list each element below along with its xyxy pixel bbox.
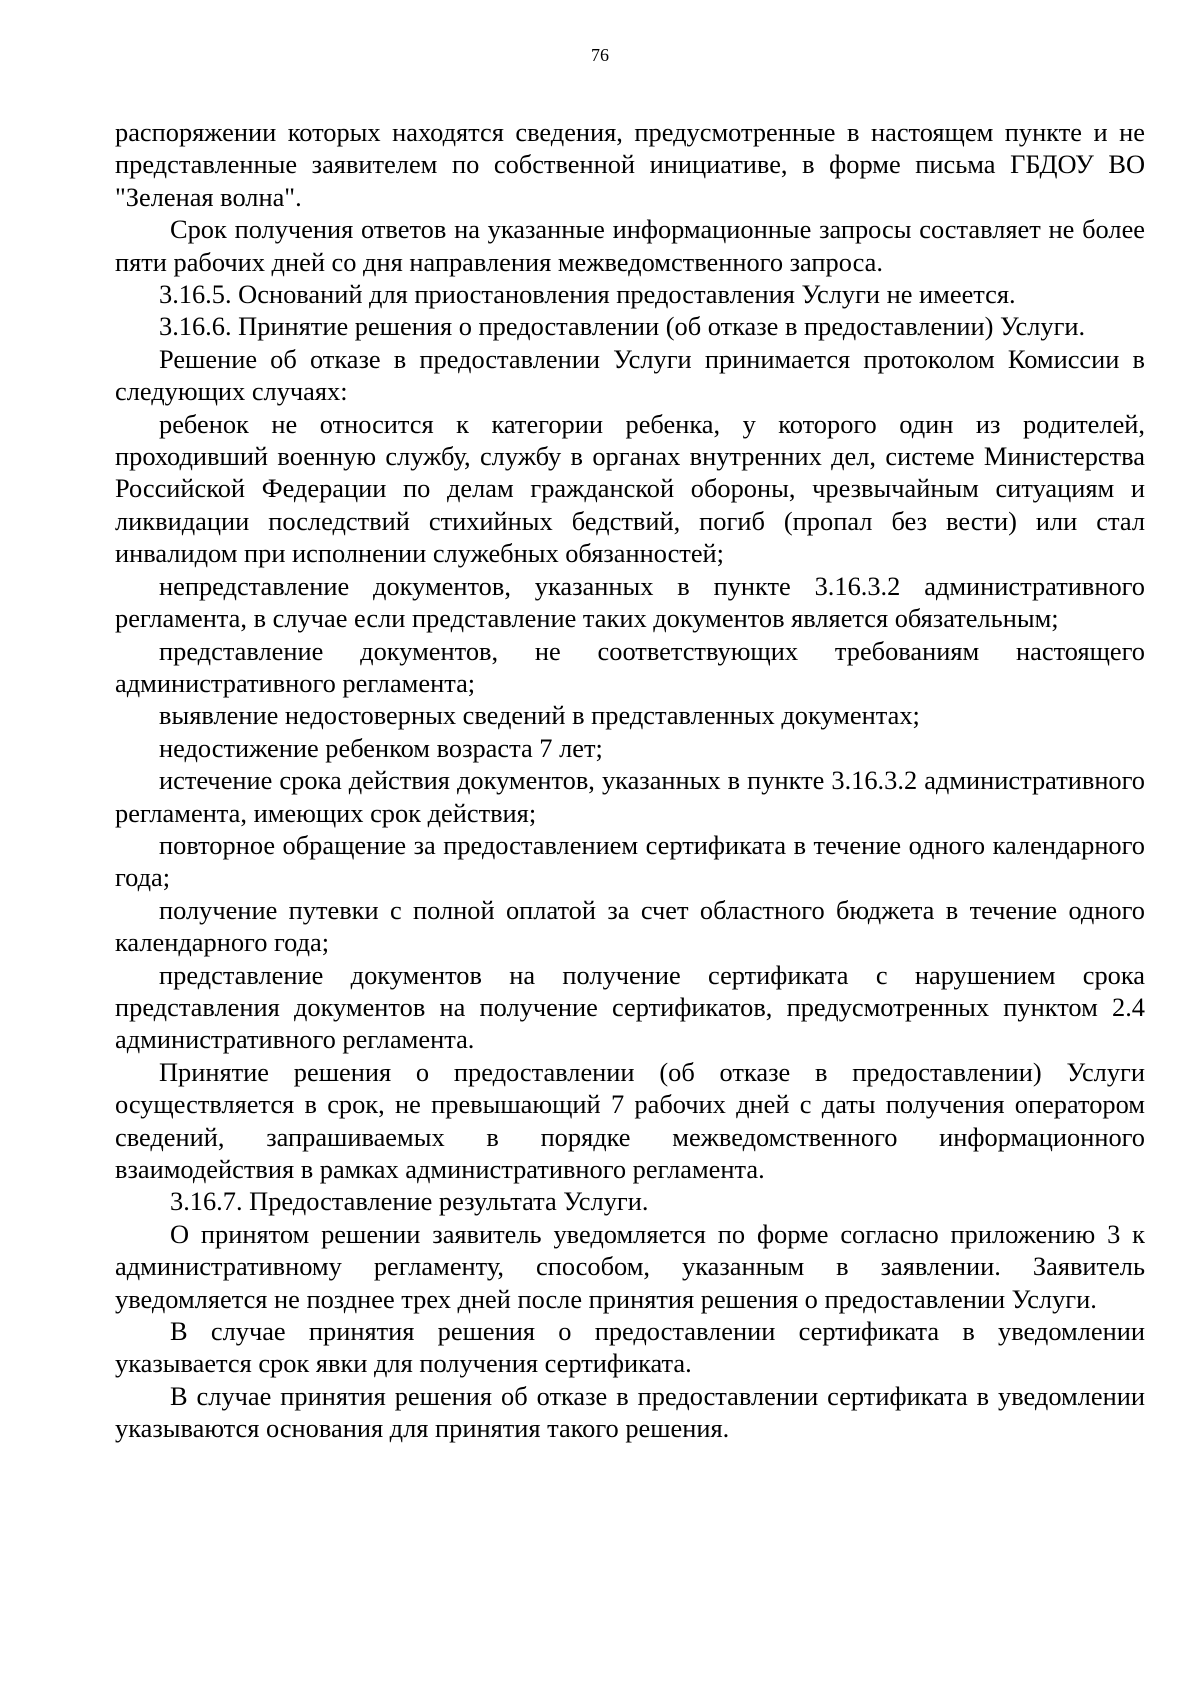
paragraph: Срок получения ответов на указанные информационные запросы составляет не более пяти рабочих дней со дня направления межведомственного запроса.	[115, 214, 1145, 277]
paragraph: 3.16.7. Предоставление результата Услуги.	[170, 1186, 649, 1217]
paragraph: представление документов на получение сертификата с нарушением срока представления документов на получение сертификатов, предусмотренных пунктом 2.4 административного регламента.	[115, 959, 1145, 1055]
paragraph: Принятие решения о предоставлении (об отказе в предоставлении) Услуги осуществляется в срок, не превышающий 7 рабочих дней с даты получения оператором сведений, запрашиваемых в порядке межведомственного информационного взаимодействия в рамках административного регламента.	[115, 1056, 1145, 1184]
paragraph: О принятом решении заявитель уведомляется по форме согласно приложению 3 к административному регламенту, способом, указанным в заявлении. Заявитель уведомляется не позднее трех дней после принятия решения о предоставлении Услуги.	[115, 1218, 1145, 1314]
paragraph: 3.16.5. Оснований для приостановления предоставления Услуги не имеется.	[159, 279, 1016, 310]
document-body	[115, 116, 1145, 1445]
paragraph: выявление недостоверных сведений в представленных документах;	[159, 700, 920, 731]
paragraph: ребенок не относится к категории ребенка, у которого один из родителей, проходивший военную службу, службу в органах внутренних дел, системе Министерства Российской Федерации по делам гражданской обороны, чрезвычайным ситуациям и ликвидации последствий стихийных бедствий, погиб (пропал без вести) или стал инвалидом при исполнении служебных обязанностей;	[115, 408, 1145, 569]
paragraph: непредставление документов, указанных в пункте 3.16.3.2 административного регламента, в случае если представление таких документов является обязательным;	[115, 570, 1145, 634]
paragraph: В случае принятия решения о предоставлении сертификата в уведомлении указывается срок явки для получения сертификата.	[115, 1316, 1145, 1379]
paragraph: Решение об отказе в предоставлении Услуги принимается протоколом Комиссии в следующих случаях:	[115, 343, 1145, 407]
paragraph: В случае принятия решения об отказе в предоставлении сертификата в уведомлении указываются основания для принятия такого решения.	[115, 1380, 1145, 1444]
page-number: 76	[591, 45, 609, 65]
paragraph: истечение срока действия документов, указанных в пункте 3.16.3.2 административного регламента, имеющих срок действия;	[115, 765, 1145, 828]
paragraph: распоряжении которых находятся сведения, предусмотренные в настоящем пункте и не представленные заявителем по собственной инициативе, в форме письма ГБДОУ ВО "Зеленая волна".	[115, 117, 1145, 212]
paragraph: недостижение ребенком возраста 7 лет;	[159, 732, 603, 763]
paragraph: представление документов, не соответствующих требованиям настоящего административного регламента;	[115, 635, 1145, 698]
paragraph: 3.16.6. Принятие решения о предоставлении (об отказе в предоставлении) Услуги.	[159, 311, 1086, 342]
paragraph: повторное обращение за предоставлением сертификата в течение одного календарного года;	[115, 829, 1145, 893]
paragraph: получение путевки с полной оплатой за счет областного бюджета в течение одного календарного года;	[115, 894, 1145, 958]
